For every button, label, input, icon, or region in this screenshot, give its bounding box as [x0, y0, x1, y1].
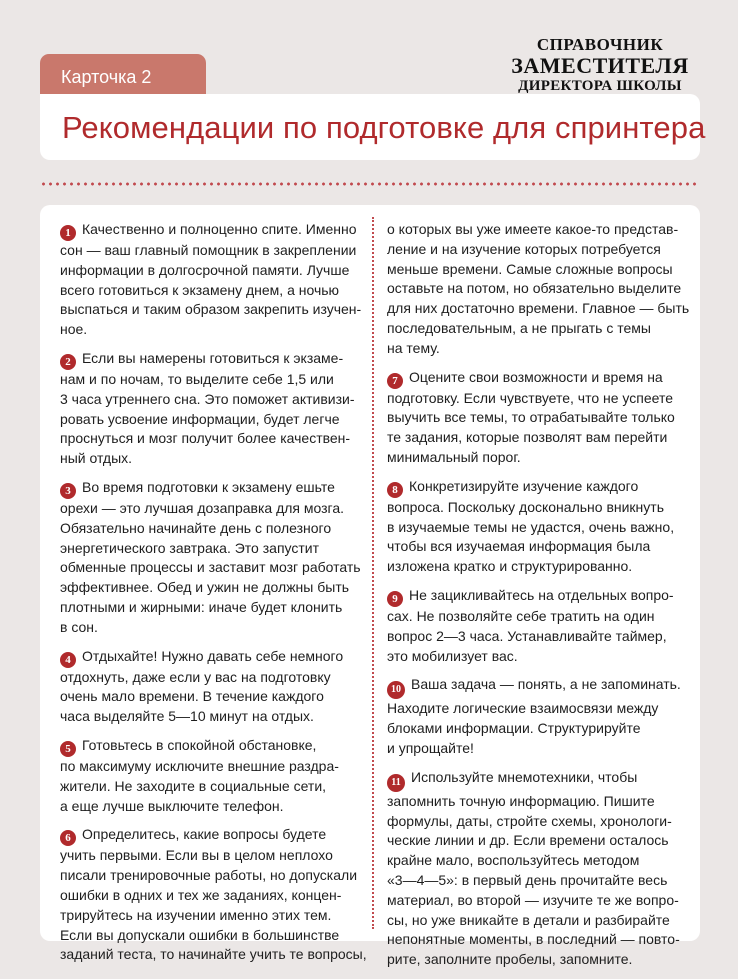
tip-line — [387, 260, 683, 280]
tip-line — [60, 300, 362, 320]
tip-line — [387, 647, 683, 667]
tip-line — [60, 797, 362, 817]
tip-line — [387, 279, 683, 299]
tip-text: писали тренировочные работы, но допускали — [60, 867, 358, 884]
tip-text: меньше времени. Самые сложные вопросы — [387, 260, 673, 277]
tip-text: трируйтесь на изучении именно этих тем. — [60, 906, 332, 923]
tip-line — [387, 537, 683, 557]
tip-line — [387, 627, 683, 647]
tip-line — [60, 499, 362, 519]
tip-text: Конкретизируйте изучение каждого — [409, 477, 639, 494]
publication-logo — [500, 36, 700, 94]
tip-line — [60, 449, 362, 469]
tip-text: для них достаточно времени. Главное — быть — [387, 300, 690, 317]
tip-line — [387, 448, 683, 468]
tip-number-badge: 4 — [60, 652, 76, 668]
tip-text: Если вы допускали ошибки в большинстве — [60, 926, 340, 943]
tip-line — [60, 281, 362, 301]
tip-text: сах. Не позволяйте себе тратить на один — [387, 607, 655, 624]
tip-line — [60, 757, 362, 777]
tip-line — [387, 319, 683, 339]
tip-text: учить первыми. Если вы в целом неплохо — [60, 847, 333, 864]
tip-line — [60, 539, 362, 559]
tip-line — [387, 950, 683, 970]
tip-text: это мобилизует вас. — [387, 647, 518, 664]
tip-text: сы, но уже вникайте в детали и разбирайте — [387, 911, 670, 928]
tip-text: непонятные моменты, в последний — повто- — [387, 931, 680, 948]
right-column — [387, 220, 690, 979]
tip-number-badge: 7 — [387, 373, 403, 389]
tip-text: эффективнее. Обед и ужин не должны быть — [60, 579, 350, 596]
tip-text: формулы, даты, стройте схемы, хронологи- — [387, 812, 672, 829]
tip-6-continued — [387, 220, 690, 359]
tip-text: Во время подготовки к экзамену ешьте — [82, 478, 335, 495]
tip-line — [387, 498, 683, 518]
tip-line — [387, 428, 683, 448]
tip-text: Обязательно начинайте день с полезного — [60, 519, 332, 536]
tip-line — [60, 558, 362, 578]
tip-text: нам и по ночам, то выделите себе 1,5 или — [60, 370, 334, 387]
tip-text: ошибки в одних и тех же заданиях, концен- — [60, 886, 342, 903]
tip-line — [60, 736, 362, 757]
tip-line — [60, 886, 362, 906]
tip-number-badge: 2 — [60, 354, 76, 370]
tip-line — [60, 478, 362, 499]
tips-card — [40, 205, 700, 968]
tip-text: Используйте мнемотехники, чтобы — [411, 768, 638, 785]
tip-line — [60, 370, 362, 390]
tip-line — [387, 930, 683, 950]
tip-line — [60, 598, 362, 618]
tip-line — [60, 618, 362, 638]
tip-text: блоками информации. Структурируйте — [387, 720, 641, 737]
tip-text: всего готовиться к экзамену днем, а ночью — [60, 281, 340, 298]
tip-line — [387, 699, 683, 719]
tip-text: ление и на изучение которых потребуется — [387, 240, 661, 257]
tip-text: жители. Не заходите в социальные сети, — [60, 777, 327, 794]
tip-line — [60, 241, 362, 261]
tip-text: в сон. — [60, 618, 98, 635]
tip-text: энергетического завтрака. Это запустит — [60, 539, 320, 556]
tip-line — [387, 851, 683, 871]
tip-text: те задания, которые позволят вам перейти — [387, 429, 668, 446]
tip-8 — [387, 477, 683, 577]
tip-line — [387, 368, 683, 389]
tip-text: ное. — [60, 321, 88, 338]
tip-line — [60, 320, 362, 340]
tip-10 — [387, 675, 683, 758]
tip-text: минимальный порог. — [387, 448, 521, 465]
tip-line — [60, 668, 362, 688]
tip-text: вопрос 2—3 часа. Устанавливайте таймер, — [387, 627, 667, 644]
tip-line — [387, 477, 683, 498]
tip-line — [60, 707, 362, 727]
tip-6 — [60, 825, 367, 965]
tip-line — [60, 825, 362, 846]
tip-line — [387, 812, 683, 832]
tip-text: 3 часа утреннего сна. Это поможет активизи- — [60, 390, 355, 407]
tip-line — [60, 261, 362, 281]
tip-line — [60, 390, 362, 410]
tip-5 — [60, 736, 362, 816]
left-column — [60, 220, 367, 974]
tip-line — [387, 739, 683, 759]
tip-text: плотными и жирными: иначе будет клонить — [60, 598, 343, 615]
tip-line — [387, 389, 683, 409]
tip-line — [387, 719, 683, 739]
logo-line-3: ДИРЕКТОРА ШКОЛЫ — [518, 78, 682, 94]
tip-number-badge: 5 — [60, 741, 76, 757]
tip-line — [387, 831, 683, 851]
tip-line — [60, 349, 362, 370]
tip-line — [387, 871, 683, 891]
tip-4 — [60, 647, 362, 727]
column-divider — [372, 217, 374, 929]
tip-text: сон — ваш главный помощник в закреплении — [60, 242, 357, 258]
tip-line — [60, 410, 362, 430]
tip-text: и упрощайте! — [387, 739, 474, 756]
tip-2 — [60, 349, 362, 469]
logo-line-1: СПРАВОЧНИК — [536, 35, 664, 54]
tip-text: чтобы вся изучаемая информация была — [387, 538, 651, 555]
tip-text: на тему. — [387, 339, 440, 356]
tip-line — [60, 220, 362, 241]
tip-line — [60, 926, 362, 946]
tip-line — [60, 519, 362, 539]
tip-text: материал, во второй — изучите те же вопро- — [387, 891, 679, 908]
tip-text: Если вы намерены готовиться к экзаме- — [82, 349, 344, 366]
tip-text: орехи — это лучшая дозаправка для мозга. — [60, 499, 345, 516]
tip-line — [60, 846, 362, 866]
tip-text: Качественно и полноценно спите. Именно — [82, 221, 357, 237]
tip-text: проснуться и мозг получит более качествен- — [60, 430, 351, 447]
tip-line — [60, 945, 367, 965]
tip-text: выучить все темы, то отрабатывайте только — [387, 409, 675, 426]
tip-7 — [387, 368, 683, 468]
tip-text: ный отдых. — [60, 450, 133, 467]
tip-text: Ваша задача — понять, а не запоминать. — [411, 676, 681, 693]
tip-text: о которых вы уже имеете какое-то представ- — [387, 221, 679, 237]
tip-text: Готовьтесь в спокойной обстановке, — [82, 736, 317, 753]
tip-number-badge: 1 — [60, 225, 76, 241]
tip-text: по максимуму исключите внешние раздра- — [60, 757, 339, 774]
tip-line — [387, 240, 683, 260]
tip-text: а еще лучше выключите телефон. — [60, 797, 284, 814]
tip-text: очень мало времени. В течение каждого — [60, 688, 324, 705]
tip-line — [387, 675, 683, 699]
tip-line — [387, 792, 683, 812]
tip-text: Не зацикливайтесь на отдельных вопро- — [409, 586, 674, 603]
tip-line — [387, 911, 683, 931]
tip-text: Находите логические взаимосвязи между — [387, 700, 659, 717]
tip-text: отдохнуть, даже если у вас на подготовку — [60, 668, 331, 685]
title-panel — [40, 94, 706, 160]
tip-9 — [387, 586, 683, 666]
tip-text: изложена кратко и структурированно. — [387, 558, 633, 575]
tip-line — [387, 339, 683, 359]
tip-number-badge: 3 — [60, 483, 76, 499]
tip-line — [60, 866, 362, 886]
tip-line — [387, 586, 683, 607]
tip-number-badge: 9 — [387, 591, 403, 607]
tip-text: крайне мало, воспользуйтесь методом — [387, 852, 640, 869]
tip-11 — [387, 768, 683, 970]
tip-line — [387, 299, 690, 319]
tip-3 — [60, 478, 362, 638]
tip-number-badge: 6 — [60, 830, 76, 846]
tip-line — [60, 647, 362, 668]
tip-line — [60, 777, 362, 797]
tip-text: Оцените свои возможности и время на — [409, 368, 663, 385]
tip-text: последовательным, а не прыгать с темы — [387, 319, 651, 336]
tip-text: оставьте на потом, но обязательно выделите — [387, 280, 682, 297]
tip-line — [387, 518, 683, 538]
tip-text: в изучаемые темы не удастся, очень важно, — [387, 518, 675, 535]
tip-line — [60, 687, 362, 707]
tip-text: ровать усвоение информации, будет легче — [60, 410, 340, 427]
tip-line — [387, 768, 683, 792]
tip-line — [60, 578, 362, 598]
tip-line — [387, 607, 683, 627]
tip-text: «3—4—5»: в первый день прочитайте весь — [387, 871, 668, 888]
dotted-separator — [40, 182, 700, 186]
tip-text: запомнить точную информацию. Пишите — [387, 792, 655, 809]
tip-number-badge: 8 — [387, 482, 403, 498]
tip-number-badge: 10 — [387, 681, 405, 699]
tip-text: вопроса. Поскольку досконально вникнуть — [387, 498, 664, 515]
tip-1 — [60, 220, 362, 340]
tip-text: часа выделяйте 5—10 минут на отдых. — [60, 708, 314, 725]
tip-text: Определитесь, какие вопросы будете — [82, 826, 327, 843]
tip-text: ческие линии и др. Если времени осталось — [387, 832, 669, 849]
tip-line — [387, 220, 683, 240]
tip-number-badge: 11 — [387, 774, 405, 792]
card-tab-label: Карточка 2 — [61, 67, 152, 87]
tip-line — [60, 906, 362, 926]
tip-line — [387, 557, 683, 577]
tip-line — [387, 408, 683, 428]
tip-text: рите, заполните пробелы, запомните. — [387, 951, 633, 968]
tip-line — [387, 891, 683, 911]
tip-text: обменные процессы и заставит мозг работать — [60, 559, 361, 576]
tip-line — [60, 429, 362, 449]
tip-text: заданий теста, то начинайте учить те вопросы, — [60, 946, 367, 963]
logo-line-2: ЗАМЕСТИТЕЛЯ — [511, 53, 689, 78]
tip-text: подготовку. Если чувствуете, что не успеете — [387, 389, 674, 406]
tip-text: информации в долгосрочной памяти. Лучше — [60, 261, 350, 278]
page-title: Рекомендации по подготовке для спринтера — [62, 110, 706, 145]
tip-text: Отдыхайте! Нужно давать себе немного — [82, 647, 344, 664]
tip-text: выспаться и таким образом закрепить изучен- — [60, 301, 362, 318]
